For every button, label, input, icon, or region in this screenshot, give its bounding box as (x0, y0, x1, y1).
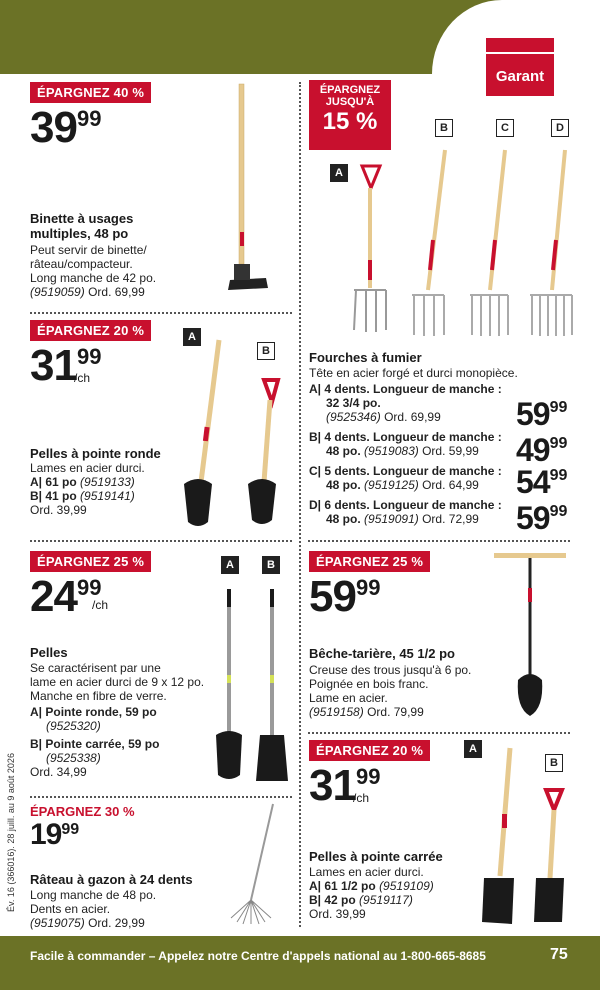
variant-label-d: D (551, 119, 569, 137)
savings-badge: ÉPARGNEZ 20 % (309, 740, 430, 761)
product-title: Râteau à gazon à 24 dents (30, 872, 193, 887)
hoe-image (220, 82, 280, 297)
divider (30, 312, 292, 314)
product-desc: Long manche de 48 po. Dents en acier. (9519075) Ord. 29,99 (30, 888, 157, 930)
divider (308, 540, 570, 542)
product-title: Binette à usages multiples, 48 po (30, 211, 134, 241)
variant-label-b: B (545, 754, 563, 772)
column-divider (299, 82, 301, 927)
product-title: Bêche-tarière, 45 1/2 po (309, 646, 455, 661)
fork-option-c: C| 5 dents. Longueur de manche : 48 po. (9519125) Ord. 64,99 (309, 464, 502, 492)
price: 3199 /ch (309, 761, 381, 810)
price: 1999 (30, 818, 80, 851)
footer-text: Facile à commander – Appelez notre Centre d'appels national au 1-800-665-8685 (30, 949, 486, 963)
product-desc: Peut servir de binette/ râteau/compacteur. Long manche de 42 po. (9519059) Ord. 69,99 (30, 243, 157, 299)
savings-badge: ÉPARGNEZ JUSQU'À 15 % (309, 80, 391, 150)
price: 3199 /ch (30, 341, 102, 390)
price: 5999 (516, 396, 568, 432)
price: 3999 (30, 103, 102, 152)
product-desc: Lames en acier durci. A| 61 1/2 po (9519109) B| 42 po (9519117) Ord. 39,99 (309, 865, 434, 921)
edition-note: Év. 16 (366016). 28 juill. au 9 août 2026 (6, 753, 16, 912)
price: 5999 (516, 500, 568, 536)
product-title: Pelles à pointe carrée (309, 849, 443, 864)
variant-label-c: C (496, 119, 514, 137)
variant-label-b: B (257, 342, 275, 360)
savings-badge: ÉPARGNEZ 20 % (30, 320, 151, 341)
variant-label-b: B (262, 556, 280, 574)
forks-image (340, 140, 580, 340)
product-desc: Se caractérisent par une lame en acier durci de 9 x 12 po. Manche en fibre de verre. A| Pointe ronde, 59 po (9525320) B| Pointe carrée, 59 po (9525338) Ord. 34,99 (30, 661, 205, 779)
rake-image (225, 800, 285, 930)
product-desc: Tête en acier forgé et durci monopièce. (309, 366, 518, 380)
product-desc: Creuse des trous jusqu'à 6 po. Poignée en bois franc. Lame en acier. (9519158) Ord. 79,99 (309, 663, 472, 719)
round-shovels-image (176, 332, 296, 532)
fork-option-b: B| 4 dents. Longueur de manche : 48 po. (9519083) Ord. 59,99 (309, 430, 502, 458)
fork-option-a: A| 4 dents. Longueur de manche : 32 3/4 po. (9525346) Ord. 69,99 (309, 382, 502, 424)
divider (308, 732, 570, 734)
savings-badge: ÉPARGNEZ 25 % (309, 551, 430, 572)
product-title: Fourches à fumier (309, 350, 422, 365)
savings-label: ÉPARGNEZ 30 % (30, 804, 135, 819)
auger-image (490, 548, 570, 720)
brand-logo: Garant (486, 38, 554, 96)
savings-badge: ÉPARGNEZ 40 % (30, 82, 151, 103)
divider (30, 796, 292, 798)
product-title: Pelles à pointe ronde (30, 446, 161, 461)
fork-option-d: D| 6 dents. Longueur de manche : 48 po. (9519091) Ord. 72,99 (309, 498, 502, 526)
price: 5999 (309, 572, 381, 621)
footer-bar (0, 936, 600, 990)
price: 2499 /ch (30, 572, 109, 621)
variant-label-a: A (221, 556, 239, 574)
variant-label-a: A (183, 328, 201, 346)
product-title: Pelles (30, 645, 68, 660)
square-shovels-image (470, 744, 580, 934)
variant-label-b: B (435, 119, 453, 137)
product-desc: Lames en acier durci. A| 61 po (9519133) B| 41 po (9519141) Ord. 39,99 (30, 461, 145, 517)
page-number: 75 (550, 946, 568, 963)
divider (30, 540, 292, 542)
fiberglass-shovels-image (210, 585, 295, 785)
price: 4999 (516, 432, 568, 468)
variant-label-a: A (330, 164, 348, 182)
price: 5499 (516, 464, 568, 500)
savings-badge: ÉPARGNEZ 25 % (30, 551, 151, 572)
variant-label-a: A (464, 740, 482, 758)
